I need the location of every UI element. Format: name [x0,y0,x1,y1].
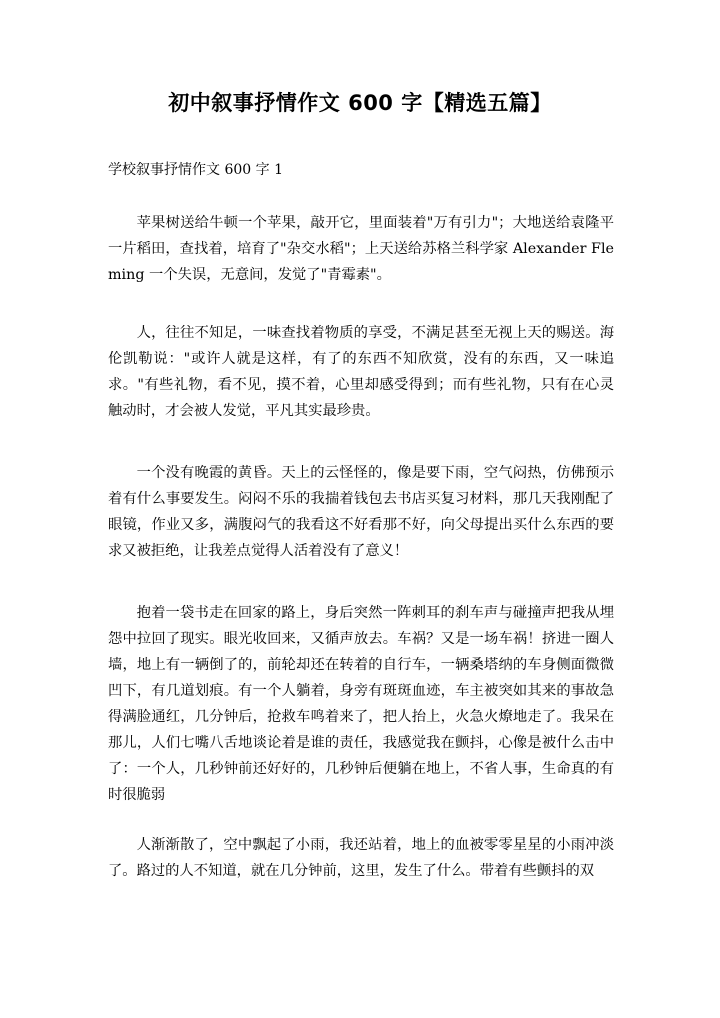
paragraph: 抱着一袋书走在回家的路上，身后突然一阵刺耳的刹车声与碰撞声把我从埋怨中拉回了现实。眼光收回来，又循声放去。车祸？又是一场车祸！挤进一圈人墙，地上有一辆倒了的，前轮却还在转着的自行车，一辆桑塔纳的车身侧面微微凹下，有几道划痕。有一个人躺着，身旁有斑斑血迹，车主被突如其来的事故急得满脸通红，几分钟后，抢救车鸣着来了，把人抬上，火急火燎地走了。我呆在那儿，人们七嘴八舌地谈论着是谁的责任，我感觉我在颤抖，心像是被什么击中了：一个人，几秒钟前还好好的，几秒钟后便躺在地上，不省人事，生命真的有时很脆弱 [108,605,614,803]
paragraph: 一个没有晚霞的黄昏。天上的云怪怪的，像是要下雨，空气闷热，仿佛预示着有什么事要发生。闷闷不乐的我揣着钱包去书店买复习材料，那几天我刚配了眼镜，作业又多，满腹闷气的我看这不好看那不好，向父母提出买什么东西的要求又被拒绝，让我差点觉得人活着没有了意义！ [108,465,614,559]
paragraph: 人，往往不知足，一味查找着物质的享受，不满足甚至无视上天的赐送。海伦凯勒说："或许人就是这样，有了的东西不知欣赏，没有的东西，又一味追求。"有些礼物，看不见，摸不着，心里却感受得到；而有些礼物，只有在心灵触动时，才会被人发觉，平凡其实最珍贵。 [108,325,614,419]
section-heading: 学校叙事抒情作文 600 字 1 [108,162,283,178]
paragraph: 苹果树送给牛顿一个苹果，敲开它，里面装着"万有引力"；大地送给袁隆平一片稻田，查找着，培育了"杂交水稻"；上天送给苏格兰科学家 Alexander Fleming 一个失误，无意间，发觉了"青霉素"。 [108,215,614,283]
document-title: 初中叙事抒情作文 600 字【精选五篇】 [168,91,552,115]
paragraph: 人渐渐散了，空中飘起了小雨，我还站着，地上的血被零零星星的小雨冲淡了。路过的人不知道，就在几分钟前，这里，发生了什么。带着有些颤抖的双 [108,837,614,879]
